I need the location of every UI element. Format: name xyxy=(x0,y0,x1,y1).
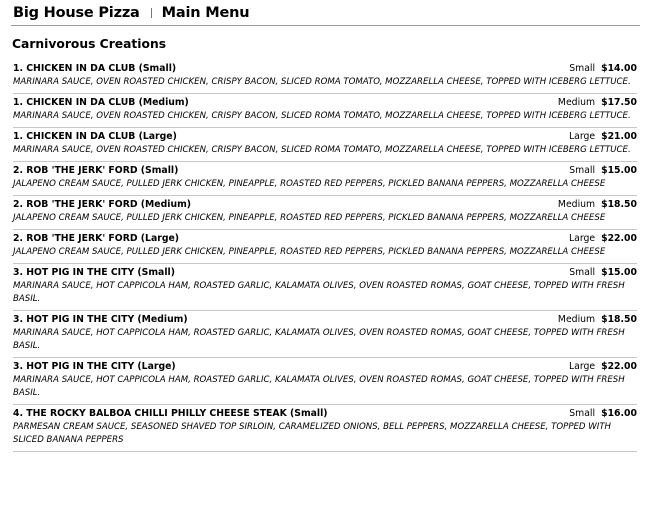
menu-item-price: $15.00 xyxy=(601,165,637,176)
menu-item-name[interactable]: 2. ROB 'THE JERK' FORD (Small) xyxy=(13,165,179,176)
menu-item[interactable] xyxy=(13,230,637,264)
menu-item-header xyxy=(13,232,637,245)
header-divider-line xyxy=(11,25,640,26)
menu-item[interactable] xyxy=(13,60,637,94)
menu-item-name[interactable]: 2. ROB 'THE JERK' FORD (Large) xyxy=(13,233,180,244)
menu-item-pricebox[interactable] xyxy=(569,266,637,279)
menu-item-pricebox[interactable] xyxy=(569,360,637,373)
menu-item-price: $14.00 xyxy=(601,63,637,74)
menu-title: Main Menu xyxy=(161,5,250,21)
menu-item-pricebox[interactable] xyxy=(569,232,637,245)
section-title: Carnivorous Creations xyxy=(12,37,167,51)
menu-item-pricebox[interactable] xyxy=(558,313,637,326)
menu-item-pricebox[interactable] xyxy=(569,130,637,143)
menu-item-header xyxy=(13,313,637,326)
menu-item-description: MARINARA SAUCE, OVEN ROASTED CHICKEN, CRISPY BACON, SLICED ROMA TOMATO, MOZZARELLA CHEESE, TOPPED WITH ICEBERG LETTUCE. xyxy=(13,77,631,87)
menu-item-name[interactable]: 2. ROB 'THE JERK' FORD (Medium) xyxy=(13,199,192,210)
menu-item-description: MARINARA SAUCE, HOT CAPPICOLA HAM, ROASTED GARLIC, KALAMATA OLIVES, OVEN ROASTED ROMAS, GOAT CHEESE, TOPPED WITH FRESH BASIL. xyxy=(13,281,625,304)
menu-item-size: Large xyxy=(568,233,596,244)
menu-item[interactable] xyxy=(13,264,637,311)
menu-item-header xyxy=(13,407,637,420)
menu-item[interactable] xyxy=(13,128,637,162)
menu-item-size: Medium xyxy=(557,97,596,108)
menu-item-description: MARINARA SAUCE, OVEN ROASTED CHICKEN, CRISPY BACON, SLICED ROMA TOMATO, MOZZARELLA CHEESE, TOPPED WITH ICEBERG LETTUCE. xyxy=(13,111,631,121)
menu-item-size: Large xyxy=(568,361,596,372)
menu-item[interactable] xyxy=(13,358,637,405)
menu-item-pricebox[interactable] xyxy=(569,407,637,420)
menu-item-pricebox[interactable] xyxy=(569,164,637,177)
menu-item-price: $18.50 xyxy=(601,314,637,325)
menu-item-size: Small xyxy=(569,408,596,419)
menu-item[interactable] xyxy=(13,405,637,452)
menu-item-name[interactable]: 1. CHICKEN IN DA CLUB (Small) xyxy=(13,63,177,74)
page-header xyxy=(13,3,249,23)
menu-item-pricebox[interactable] xyxy=(558,96,637,109)
menu-item-price: $18.50 xyxy=(601,199,637,210)
menu-item-size: Small xyxy=(569,165,596,176)
menu-item-name[interactable]: 3. HOT PIG IN THE CITY (Large) xyxy=(13,361,176,372)
menu-item-header xyxy=(13,266,637,279)
menu-item[interactable] xyxy=(13,94,637,128)
menu-item-description: JALAPENO CREAM SAUCE, PULLED JERK CHICKEN, PINEAPPLE, ROASTED RED PEPPERS, PICKLED BANANA PEPPERS, MOZZARELLA CHEESE xyxy=(13,179,606,189)
menu-item-header xyxy=(13,198,637,211)
menu-item-price: $21.00 xyxy=(601,131,637,142)
menu-item[interactable] xyxy=(13,196,637,230)
menu-item-description: JALAPENO CREAM SAUCE, PULLED JERK CHICKEN, PINEAPPLE, ROASTED RED PEPPERS, PICKLED BANANA PEPPERS, MOZZARELLA CHEESE xyxy=(13,213,606,223)
menu-list xyxy=(13,60,637,452)
menu-item-header xyxy=(13,164,637,177)
menu-item-price: $22.00 xyxy=(601,233,637,244)
menu-item-price: $15.00 xyxy=(601,267,637,278)
menu-item-pricebox[interactable] xyxy=(569,62,637,75)
menu-item-description: PARMESAN CREAM SAUCE, SEASONED SHAVED TOP SIRLOIN, CARAMELIZED ONIONS, BELL PEPPERS, MOZZARELLA CHEESE, TOPPED WITH SLICED BANANA PEPPERS xyxy=(13,422,612,445)
menu-item-description: MARINARA SAUCE, OVEN ROASTED CHICKEN, CRISPY BACON, SLICED ROMA TOMATO, MOZZARELLA CHEESE, TOPPED WITH ICEBERG LETTUCE. xyxy=(13,145,631,155)
menu-item-description: MARINARA SAUCE, HOT CAPPICOLA HAM, ROASTED GARLIC, KALAMATA OLIVES, OVEN ROASTED ROMAS, GOAT CHEESE, TOPPED WITH FRESH BASIL. xyxy=(13,375,625,398)
menu-item-description: JALAPENO CREAM SAUCE, PULLED JERK CHICKEN, PINEAPPLE, ROASTED RED PEPPERS, PICKLED BANANA PEPPERS, MOZZARELLA CHEESE xyxy=(13,247,606,257)
menu-item[interactable] xyxy=(13,162,637,196)
menu-item-name[interactable]: 1. CHICKEN IN DA CLUB (Medium) xyxy=(13,97,189,108)
restaurant-name[interactable]: Big House Pizza xyxy=(13,5,140,21)
menu-item-pricebox[interactable] xyxy=(558,198,637,211)
menu-item-size: Small xyxy=(569,63,596,74)
menu-item-header xyxy=(13,360,637,373)
menu-item-size: Medium xyxy=(557,314,596,325)
menu-item-size: Medium xyxy=(557,199,596,210)
menu-item-name[interactable]: 4. THE ROCKY BALBOA CHILLI PHILLY CHEESE STEAK (Small) xyxy=(13,408,328,419)
menu-item-header xyxy=(13,130,637,143)
menu-item-header xyxy=(13,96,637,109)
header-divider xyxy=(151,8,152,18)
menu-item-price: $22.00 xyxy=(601,361,637,372)
menu-item-price: $17.50 xyxy=(601,97,637,108)
menu-item-header xyxy=(13,62,637,75)
menu-item-name[interactable]: 3. HOT PIG IN THE CITY (Medium) xyxy=(13,314,188,325)
menu-item-name[interactable]: 3. HOT PIG IN THE CITY (Small) xyxy=(13,267,175,278)
menu-item-description: MARINARA SAUCE, HOT CAPPICOLA HAM, ROASTED GARLIC, KALAMATA OLIVES, OVEN ROASTED ROMAS, GOAT CHEESE, TOPPED WITH FRESH BASIL. xyxy=(13,328,625,351)
menu-item-price: $16.00 xyxy=(601,408,637,419)
menu-item-name[interactable]: 1. CHICKEN IN DA CLUB (Large) xyxy=(13,131,177,142)
menu-item-size: Large xyxy=(568,131,596,142)
menu-item[interactable] xyxy=(13,311,637,358)
menu-item-size: Small xyxy=(569,267,596,278)
